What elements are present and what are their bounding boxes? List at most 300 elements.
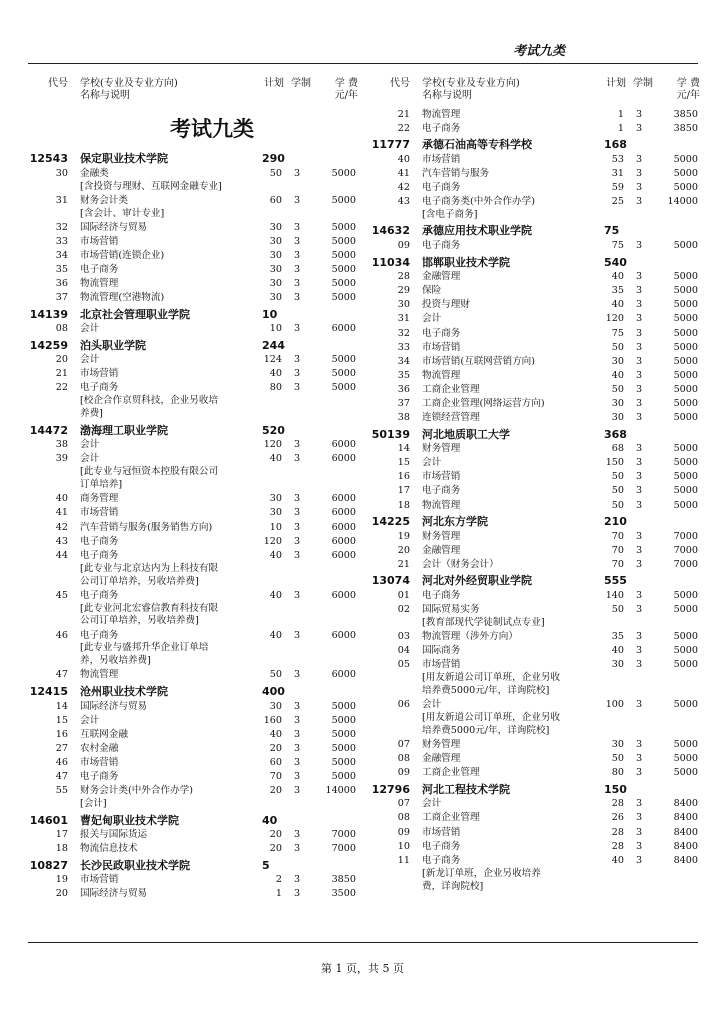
major-duration: 3 [635, 443, 643, 455]
school-row [28, 306, 356, 323]
major-fee: 5000 [673, 457, 698, 469]
major-row [28, 728, 356, 742]
major-row [28, 235, 356, 249]
major-duration: 3 [635, 767, 643, 779]
major-fee: 5000 [673, 699, 698, 711]
major-plan: 30 [611, 659, 624, 671]
major-row [28, 194, 356, 221]
major-code: 37 [55, 292, 68, 304]
major-code: 35 [397, 369, 410, 381]
major-plan: 20 [269, 829, 282, 841]
school-code: 11034 [371, 255, 410, 269]
major-name: 连锁经营管理 [422, 412, 480, 424]
major-name: 会计 [80, 323, 100, 335]
major-name: 工商企业管理 [422, 383, 480, 395]
major-row [28, 249, 356, 263]
school-name: 曹妃甸职业技术学院 [80, 813, 179, 827]
major-duration: 3 [293, 221, 301, 233]
major-fee: 7000 [673, 530, 698, 542]
major-fee: 5000 [673, 271, 698, 283]
major-name: 会计 [80, 453, 100, 465]
major-name-block [422, 370, 604, 383]
major-plan: 124 [263, 354, 282, 366]
major-plan: 31 [611, 167, 624, 179]
major-fee: 6000 [331, 629, 356, 641]
major-fee: 6000 [331, 507, 356, 519]
major-name-block [422, 753, 604, 766]
major-row [28, 221, 356, 235]
major-name-block [422, 500, 604, 513]
major-duration: 3 [293, 382, 301, 394]
school-name: 河北地质职工大学 [422, 427, 510, 441]
major-name: 市场营销(互联网营销方向) [422, 355, 536, 367]
major-duration: 3 [635, 108, 643, 120]
major-note: 公司订单培养，另收培养费] [80, 615, 199, 627]
left-column-body [28, 150, 356, 902]
major-code: 21 [397, 558, 410, 570]
left-column [28, 78, 356, 902]
major-code: 07 [397, 739, 410, 751]
major-fee: 7000 [673, 558, 698, 570]
major-duration: 3 [635, 589, 643, 601]
major-name-block [80, 250, 262, 263]
major-fee: 5000 [673, 299, 698, 311]
major-fee: 5000 [331, 221, 356, 233]
major-plan: 30 [269, 277, 282, 289]
major-note: [新龙订单班，企业另收培养 [422, 867, 541, 879]
major-fee: 5000 [673, 355, 698, 367]
major-row [370, 630, 698, 644]
major-fee: 5000 [331, 771, 356, 782]
major-duration: 3 [293, 771, 301, 782]
major-fee: 3850 [673, 108, 698, 120]
column-header [28, 78, 356, 108]
school-code: 50139 [371, 427, 410, 441]
major-duration: 3 [635, 471, 643, 483]
major-name: 财务管理 [422, 530, 461, 542]
school-plan: 520 [262, 423, 285, 437]
major-fee: 5000 [673, 753, 698, 765]
major-duration: 3 [635, 645, 643, 657]
major-fee: 5000 [673, 659, 698, 671]
major-fee: 5000 [331, 368, 356, 380]
major-name-block [80, 264, 262, 277]
major-row [370, 840, 698, 854]
major-plan: 28 [611, 826, 624, 838]
major-code: 31 [55, 194, 68, 206]
major-plan: 80 [269, 382, 282, 394]
major-code: 38 [397, 412, 410, 424]
major-name-block [422, 827, 604, 840]
major-name-block [80, 888, 262, 901]
major-name-block [80, 354, 262, 367]
school-code: 14139 [29, 307, 68, 321]
major-row [28, 785, 356, 812]
major-fee: 5000 [673, 383, 698, 395]
major-duration: 3 [635, 457, 643, 469]
school-code: 13074 [371, 574, 410, 588]
major-plan: 50 [611, 604, 624, 616]
major-name: 国际经济与贸易 [80, 221, 148, 233]
major-code: 09 [397, 240, 410, 252]
major-duration: 3 [293, 292, 301, 304]
major-fee: 5000 [673, 327, 698, 339]
major-plan: 30 [611, 355, 624, 367]
major-duration: 3 [293, 714, 301, 726]
school-row [28, 337, 356, 354]
major-plan: 26 [611, 812, 624, 824]
major-name-block [80, 630, 262, 669]
major-plan: 75 [611, 240, 624, 252]
major-duration: 3 [293, 493, 301, 505]
major-row [28, 714, 356, 728]
major-note: 订单培养] [80, 479, 123, 491]
major-fee: 5000 [673, 471, 698, 483]
major-fee: 5000 [331, 249, 356, 261]
header-plan: 计划 [606, 78, 626, 89]
school-row [370, 254, 698, 271]
major-name-block [80, 843, 262, 856]
major-plan: 50 [611, 471, 624, 483]
major-name: 物流管理 [422, 108, 461, 120]
major-name-block [422, 412, 604, 425]
major-note: 培养费5000元/年，详询院校] [422, 685, 550, 697]
major-code: 22 [397, 122, 410, 134]
major-name: 国际经济与贸易 [80, 888, 148, 900]
major-name-block [80, 743, 262, 756]
major-plan: 40 [611, 271, 624, 283]
major-fee: 5000 [673, 589, 698, 601]
major-plan: 28 [611, 798, 624, 810]
major-code: 19 [397, 530, 410, 542]
major-plan: 40 [269, 453, 282, 465]
header-name: 学校(专业及专业方向) 名称与说明 [422, 78, 520, 101]
school-plan: 150 [604, 782, 627, 796]
major-code: 21 [397, 108, 410, 120]
major-duration: 3 [293, 742, 301, 754]
major-plan: 60 [269, 194, 282, 206]
major-fee: 6000 [331, 493, 356, 505]
major-fee: 5000 [673, 412, 698, 424]
major-fee: 8400 [673, 812, 698, 824]
major-code: 04 [397, 645, 410, 657]
major-code: 27 [55, 742, 68, 754]
major-name: 会计 [422, 699, 442, 711]
major-duration: 3 [635, 327, 643, 339]
major-duration: 3 [293, 453, 301, 465]
major-name-block [422, 123, 604, 136]
major-note: [含会计、审计专业] [80, 207, 165, 219]
major-row [28, 277, 356, 291]
major-duration: 3 [293, 728, 301, 740]
header-rule [28, 63, 698, 64]
major-name: 电子商务 [80, 263, 119, 275]
major-fee: 14000 [667, 196, 698, 208]
footer-rule [28, 942, 698, 943]
major-duration: 3 [635, 383, 643, 395]
major-duration: 3 [635, 181, 643, 193]
major-duration: 3 [293, 194, 301, 206]
major-fee: 5000 [673, 181, 698, 193]
major-plan: 30 [269, 249, 282, 261]
major-row [370, 826, 698, 840]
major-name: 物流管理 [422, 499, 461, 511]
major-row [28, 843, 356, 857]
major-duration: 3 [293, 669, 301, 681]
major-name-block [80, 701, 262, 714]
major-name: 物流管理(空港物流) [80, 292, 165, 304]
major-fee: 6000 [331, 323, 356, 335]
major-plan: 30 [269, 235, 282, 247]
major-name: 电子商务 [80, 629, 119, 641]
major-name: 金融管理 [422, 271, 461, 283]
major-plan: 30 [269, 700, 282, 712]
major-name-block [422, 531, 604, 544]
major-fee: 5000 [331, 742, 356, 754]
major-duration: 3 [293, 354, 301, 366]
major-fee: 5000 [331, 167, 356, 179]
major-code: 45 [55, 589, 68, 601]
major-name-block [80, 453, 262, 492]
major-name: 互联网金融 [80, 728, 128, 740]
major-plan: 53 [611, 153, 624, 165]
major-duration: 3 [293, 323, 301, 335]
major-code: 30 [397, 299, 410, 311]
major-plan: 120 [263, 439, 282, 451]
school-plan: 168 [604, 138, 627, 152]
major-code: 01 [397, 589, 410, 601]
major-plan: 50 [611, 499, 624, 511]
major-row [28, 167, 356, 194]
major-duration: 3 [635, 122, 643, 134]
major-duration: 3 [293, 507, 301, 519]
major-fee: 8400 [673, 826, 698, 838]
major-name-block [422, 356, 604, 369]
major-plan: 70 [611, 530, 624, 542]
school-name: 沧州职业技术学院 [80, 684, 168, 698]
major-name: 保险 [422, 285, 442, 297]
major-fee: 5000 [331, 235, 356, 247]
major-plan: 160 [263, 714, 282, 726]
major-code: 39 [55, 453, 68, 465]
major-name-block [422, 485, 604, 498]
major-row [28, 354, 356, 368]
major-duration: 3 [635, 604, 643, 616]
major-name-block [80, 785, 262, 811]
major-name-block [80, 168, 262, 194]
major-row [28, 521, 356, 535]
school-name: 北京社会管理职业学院 [80, 307, 190, 321]
major-row [28, 742, 356, 756]
major-fee: 8400 [673, 798, 698, 810]
major-row [370, 767, 698, 781]
header-duration: 学制 [291, 78, 311, 89]
major-code: 42 [55, 521, 68, 533]
major-name: 市场营销 [422, 826, 461, 838]
major-plan: 50 [611, 753, 624, 765]
major-row [370, 558, 698, 572]
major-name: 农村金融 [80, 742, 119, 754]
major-code: 36 [397, 383, 410, 395]
major-plan: 30 [269, 493, 282, 505]
major-plan: 75 [611, 327, 624, 339]
major-duration: 3 [293, 629, 301, 641]
major-name: 工商企业管理 [422, 767, 480, 779]
major-name: 电子商务 [80, 589, 119, 601]
major-note: [含电子商务] [422, 208, 478, 220]
major-name-block [422, 398, 604, 411]
major-name-block [422, 699, 604, 738]
major-row [370, 699, 698, 739]
major-code: 28 [397, 271, 410, 283]
header-code: 代号 [48, 78, 68, 89]
school-code: 14601 [29, 813, 68, 827]
major-code: 18 [55, 843, 68, 855]
major-name: 市场营销(连锁企业) [80, 249, 165, 261]
major-code: 34 [55, 249, 68, 261]
major-duration: 3 [293, 756, 301, 768]
major-row [370, 153, 698, 167]
major-code: 17 [397, 485, 410, 497]
major-plan: 120 [263, 535, 282, 547]
major-name-block [80, 278, 262, 291]
major-code: 08 [55, 323, 68, 335]
major-code: 06 [397, 699, 410, 711]
school-plan: 75 [604, 224, 620, 238]
major-name: 会计 [80, 714, 100, 726]
major-row [28, 368, 356, 382]
school-plan: 40 [262, 813, 278, 827]
major-fee: 5000 [673, 167, 698, 179]
major-name: 金融类 [80, 167, 109, 179]
major-name: 会计 [422, 457, 442, 469]
major-plan: 59 [611, 181, 624, 193]
major-row [28, 263, 356, 277]
major-code: 21 [55, 368, 68, 380]
major-code: 43 [55, 535, 68, 547]
school-code: 14632 [371, 224, 410, 238]
major-code: 20 [397, 544, 410, 556]
major-code: 08 [397, 753, 410, 765]
major-fee: 5000 [331, 714, 356, 726]
major-fee: 5000 [331, 277, 356, 289]
major-fee: 5000 [673, 369, 698, 381]
major-name: 工商企业管理 [422, 812, 480, 824]
major-duration: 3 [293, 235, 301, 247]
major-name-block [422, 384, 604, 397]
major-code: 55 [55, 785, 68, 797]
major-name: 市场营销 [422, 659, 461, 671]
major-code: 37 [397, 398, 410, 409]
major-row [28, 291, 356, 305]
major-fee: 5000 [673, 240, 698, 252]
major-row [28, 829, 356, 843]
major-name: 物流管理 [422, 369, 461, 381]
major-name: 财务管理 [422, 739, 461, 751]
major-plan: 50 [269, 669, 282, 681]
school-name: 泊头职业学院 [80, 338, 146, 352]
major-plan: 10 [269, 521, 282, 533]
major-fee: 5000 [673, 485, 698, 497]
school-name: 承德应用技术职业学院 [422, 224, 532, 238]
major-row [370, 471, 698, 485]
major-row [370, 313, 698, 327]
major-name-block [422, 240, 604, 253]
header-code: 代号 [390, 78, 410, 89]
school-plan: 290 [262, 152, 285, 165]
major-code: 11 [397, 854, 410, 866]
major-plan: 30 [611, 398, 624, 409]
major-name-block [422, 659, 604, 698]
major-plan: 40 [269, 549, 282, 561]
major-name: 物流管理（涉外方向） [422, 631, 518, 643]
major-duration: 3 [293, 439, 301, 451]
school-name: 长沙民政职业技术学院 [80, 858, 190, 872]
major-name-block [422, 604, 604, 630]
major-row [370, 369, 698, 383]
major-duration: 3 [293, 700, 301, 712]
major-name-block [422, 559, 604, 572]
major-code: 14 [55, 700, 68, 712]
major-note: [此专业与冠恒资本控股有限公司 [80, 466, 219, 478]
major-duration: 3 [293, 368, 301, 380]
major-name-block [80, 771, 262, 784]
major-row [370, 239, 698, 253]
major-name-block [80, 550, 262, 589]
major-code: 43 [397, 196, 410, 208]
header-name: 学校(专业及专业方向) 名称与说明 [80, 78, 178, 101]
major-name: 国际经济与贸易 [80, 700, 148, 712]
major-name: 电子商务 [422, 854, 461, 866]
major-fee: 5000 [331, 756, 356, 768]
major-fee: 8400 [673, 854, 698, 866]
major-fee: 5000 [331, 382, 356, 394]
major-plan: 28 [611, 840, 624, 852]
major-name: 商务管理 [80, 493, 119, 505]
major-code: 16 [55, 728, 68, 740]
major-row [28, 493, 356, 507]
school-row [370, 136, 698, 153]
major-row [370, 195, 698, 222]
major-duration: 3 [635, 739, 643, 751]
major-duration: 3 [293, 521, 301, 533]
header-fee: 学 费 元/年 [334, 78, 358, 101]
major-fee: 6000 [331, 669, 356, 681]
major-name: 会计 [80, 439, 100, 451]
major-duration: 3 [635, 398, 643, 409]
school-plan: 210 [604, 515, 627, 529]
school-code: 12796 [371, 782, 410, 796]
major-name: 电子商务 [422, 122, 461, 134]
major-row [370, 499, 698, 513]
major-plan: 40 [269, 629, 282, 641]
major-row [28, 323, 356, 337]
major-name: 市场营销 [422, 341, 461, 353]
major-row [370, 530, 698, 544]
major-fee: 5000 [673, 285, 698, 297]
major-plan: 70 [611, 544, 624, 556]
major-name: 国际贸易实务 [422, 604, 480, 616]
major-duration: 3 [635, 753, 643, 765]
school-row [28, 422, 356, 439]
major-row [370, 299, 698, 313]
major-name-block [80, 439, 262, 452]
major-fee: 7000 [673, 544, 698, 556]
major-name: 电子商务 [80, 771, 119, 782]
major-fee: 5000 [673, 341, 698, 353]
major-name-block [80, 715, 262, 728]
major-code: 31 [397, 313, 410, 325]
